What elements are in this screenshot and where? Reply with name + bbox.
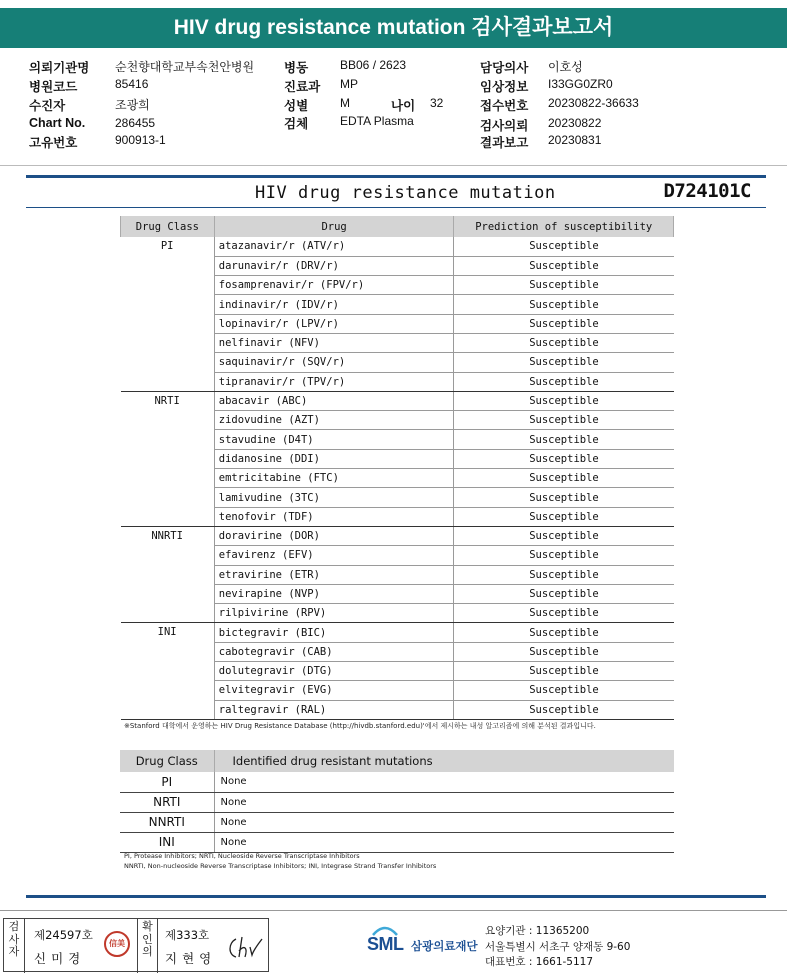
mutation-value-cell: None — [214, 832, 674, 852]
drug-name-cell: elvitegravir (EVG) — [214, 681, 454, 700]
drug-name-cell: tenofovir (TDF) — [214, 507, 454, 526]
report-header-title: HIV drug resistance mutation 검사결과보고서 — [173, 16, 614, 39]
drug-name-cell: didanosine (DDI) — [214, 449, 454, 468]
institution-label: 의뢰기관명 — [29, 61, 90, 75]
tester-label-text: 검 사 자 — [8, 920, 20, 958]
prediction-cell: Susceptible — [454, 295, 674, 314]
mutation-class-cell: INI — [120, 832, 214, 852]
ward-label: 병동 — [284, 61, 309, 75]
hospital-code-label: 병원코드 — [29, 80, 78, 94]
sex-value: M — [340, 96, 350, 110]
prediction-cell: Susceptible — [454, 256, 674, 275]
handwritten-signature — [226, 933, 264, 961]
tester-seal-stamp — [104, 931, 130, 957]
logo-text: SML — [367, 934, 404, 954]
bottom-rule — [26, 895, 766, 898]
drug-name-cell: rilpivirine (RPV) — [214, 604, 454, 623]
request-label: 검사의뢰 — [480, 119, 529, 133]
abbreviations-line-1: PI, Protease Inhibitors; NRTI, Nucleoside Reverse Transcriptase Inhibitors — [124, 852, 360, 860]
drug-name-cell: emtricitabine (FTC) — [214, 469, 454, 488]
table-row — [121, 623, 674, 642]
drug-class-cell: PI — [121, 237, 215, 391]
drug-name-cell: bictegravir (BIC) — [214, 623, 454, 642]
tester-license-no: 제24597호 — [34, 928, 93, 942]
chart-no-value: 286455 — [115, 116, 156, 130]
susceptibility-body — [121, 237, 674, 719]
report-title: HIV drug resistance mutation — [255, 183, 556, 203]
table-row — [120, 832, 674, 852]
prediction-cell: Susceptible — [454, 237, 674, 256]
receipt-value: 20230822-36633 — [548, 96, 639, 110]
drug-class-cell: INI — [121, 623, 215, 719]
sex-label: 성별 — [284, 99, 309, 113]
report-code: D724101C — [663, 180, 751, 202]
prediction-cell: Susceptible — [454, 391, 674, 410]
prediction-cell: Susceptible — [454, 276, 674, 295]
receipt-label: 접수번호 — [480, 99, 529, 113]
prediction-cell: Susceptible — [454, 662, 674, 681]
mutation-value-cell: None — [214, 812, 674, 832]
institution-value: 순천향대학교부속천안병원 — [115, 60, 255, 74]
drug-name-cell: lopinavir/r (LPV/r) — [214, 314, 454, 333]
info-divider — [0, 165, 787, 166]
drug-name-cell: nelfinavir (NFV) — [214, 333, 454, 352]
abbreviations-line-2: NNRTI, Non-nucleoside Reverse Transcriptase Inhibitors; INI, Integrase Strand Transfer Inhibitors — [124, 861, 437, 870]
drug-name-cell: zidovudine (AZT) — [214, 411, 454, 430]
clinical-label: 임상정보 — [480, 80, 529, 94]
prediction-cell: Susceptible — [454, 623, 674, 642]
dept-value: MP — [340, 77, 358, 91]
org-name: 삼광의료재단 — [411, 939, 478, 953]
header-prediction: Prediction of susceptibility — [454, 216, 674, 237]
specimen-value: EDTA Plasma — [340, 114, 414, 128]
result-label: 결과보고 — [480, 136, 529, 150]
drug-name-cell: lamivudine (3TC) — [214, 488, 454, 507]
confirm-name: 지현영 — [165, 951, 217, 966]
prediction-cell: Susceptible — [454, 469, 674, 488]
confirm-label-text: 확 인 의 — [142, 920, 153, 958]
unique-no-label: 고유번호 — [29, 136, 78, 150]
age-value: 32 — [430, 96, 444, 110]
abbreviations-note — [124, 852, 436, 871]
drug-name-cell: etravirine (ETR) — [214, 565, 454, 584]
drug-name-cell: stavudine (D4T) — [214, 430, 454, 449]
report-top-rule — [26, 175, 766, 178]
prediction-cell: Susceptible — [454, 430, 674, 449]
prediction-cell: Susceptible — [454, 604, 674, 623]
susceptibility-header-row — [121, 216, 674, 237]
prediction-cell: Susceptible — [454, 642, 674, 661]
drug-name-cell: doravirine (DOR) — [214, 526, 454, 545]
prediction-cell: Susceptible — [454, 449, 674, 468]
drug-class-cell: NRTI — [121, 391, 215, 526]
age-label: 나이 — [391, 99, 416, 113]
request-value: 20230822 — [548, 116, 602, 130]
dept-label: 진료과 — [284, 80, 321, 94]
drug-class-cell: NNRTI — [121, 526, 215, 622]
signature-box — [3, 918, 269, 972]
prediction-cell: Susceptible — [454, 333, 674, 352]
drug-name-cell: cabotegravir (CAB) — [214, 642, 454, 661]
header-drug: Drug — [214, 216, 454, 237]
phone: 대표번호 : 1661-5117 — [485, 956, 594, 968]
prediction-cell: Susceptible — [454, 507, 674, 526]
drug-name-cell: tipranavir/r (TPV/r) — [214, 372, 454, 391]
mutation-header-class: Drug Class — [120, 750, 214, 772]
mutation-value-cell: None — [214, 792, 674, 812]
susceptibility-table — [120, 216, 674, 720]
drug-name-cell: fosamprenavir/r (FPV/r) — [214, 276, 454, 295]
result-value: 20230831 — [548, 133, 602, 147]
prediction-cell: Susceptible — [454, 584, 674, 603]
report-header-bar — [0, 8, 787, 48]
mutation-header-mutations: Identified drug resistant mutations — [214, 750, 674, 772]
patient-info-section — [0, 55, 787, 165]
stanford-note: ※Stanford 대학에서 운영하는 HIV Drug Resistance Database (http://hivdb.stanford.edu)'에서 제시하는 내성 알고리즘에 의해 분석된 결과입니다. — [124, 722, 596, 730]
drug-name-cell: efavirenz (EFV) — [214, 546, 454, 565]
ward-value: BB06 / 2623 — [340, 58, 407, 72]
drug-name-cell: abacavir (ABC) — [214, 391, 454, 410]
seal-text: 信美 — [109, 939, 125, 948]
patient-label: 수진자 — [29, 99, 66, 113]
table-row — [120, 792, 674, 812]
prediction-cell: Susceptible — [454, 314, 674, 333]
table-row — [120, 812, 674, 832]
specimen-label: 검체 — [284, 117, 309, 131]
drug-name-cell: darunavir/r (DRV/r) — [214, 256, 454, 275]
confirm-license-no: 제333호 — [165, 928, 210, 942]
mutation-value-cell: None — [214, 772, 674, 792]
footer-divider — [0, 910, 787, 911]
prediction-cell: Susceptible — [454, 700, 674, 719]
prediction-cell: Susceptible — [454, 681, 674, 700]
mutation-body — [120, 772, 674, 852]
drug-name-cell: atazanavir/r (ATV/r) — [214, 237, 454, 256]
drug-name-cell: raltegravir (RAL) — [214, 700, 454, 719]
hospital-code-value: 85416 — [115, 77, 149, 91]
tester-name: 신미경 — [34, 951, 86, 966]
prediction-cell: Susceptible — [454, 411, 674, 430]
drug-name-cell: dolutegravir (DTG) — [214, 662, 454, 681]
header-drug-class: Drug Class — [121, 216, 215, 237]
drug-name-cell: saquinavir/r (SQV/r) — [214, 353, 454, 372]
institution-code: 요양기관 : 11365200 — [485, 925, 590, 937]
drug-name-cell: indinavir/r (IDV/r) — [214, 295, 454, 314]
chart-no-label: Chart No. — [29, 116, 86, 130]
drug-name-cell: nevirapine (NVP) — [214, 584, 454, 603]
table-row — [121, 526, 674, 545]
tester-vertical-label — [4, 919, 25, 973]
prediction-cell: Susceptible — [454, 488, 674, 507]
table-row — [121, 237, 674, 256]
mutation-table — [120, 750, 674, 853]
table-row — [121, 391, 674, 410]
mutation-class-cell: PI — [120, 772, 214, 792]
prediction-cell: Susceptible — [454, 353, 674, 372]
footer-contact — [485, 924, 630, 971]
table-row — [120, 772, 674, 792]
report-title-rule — [26, 207, 766, 208]
unique-no-value: 900913-1 — [115, 133, 166, 147]
prediction-cell: Susceptible — [454, 546, 674, 565]
address: 서울특별시 서초구 양재동 9-60 — [485, 940, 631, 953]
mutation-header-row — [120, 750, 674, 772]
prediction-cell: Susceptible — [454, 526, 674, 545]
doctor-value: 이호성 — [548, 60, 583, 74]
confirm-vertical-label — [137, 919, 158, 973]
clinical-value: I33GG0ZR0 — [548, 77, 613, 91]
mutation-class-cell: NNRTI — [120, 812, 214, 832]
prediction-cell: Susceptible — [454, 372, 674, 391]
mutation-class-cell: NRTI — [120, 792, 214, 812]
prediction-cell: Susceptible — [454, 565, 674, 584]
patient-value: 조광희 — [115, 98, 150, 112]
doctor-label: 담당의사 — [480, 61, 529, 75]
